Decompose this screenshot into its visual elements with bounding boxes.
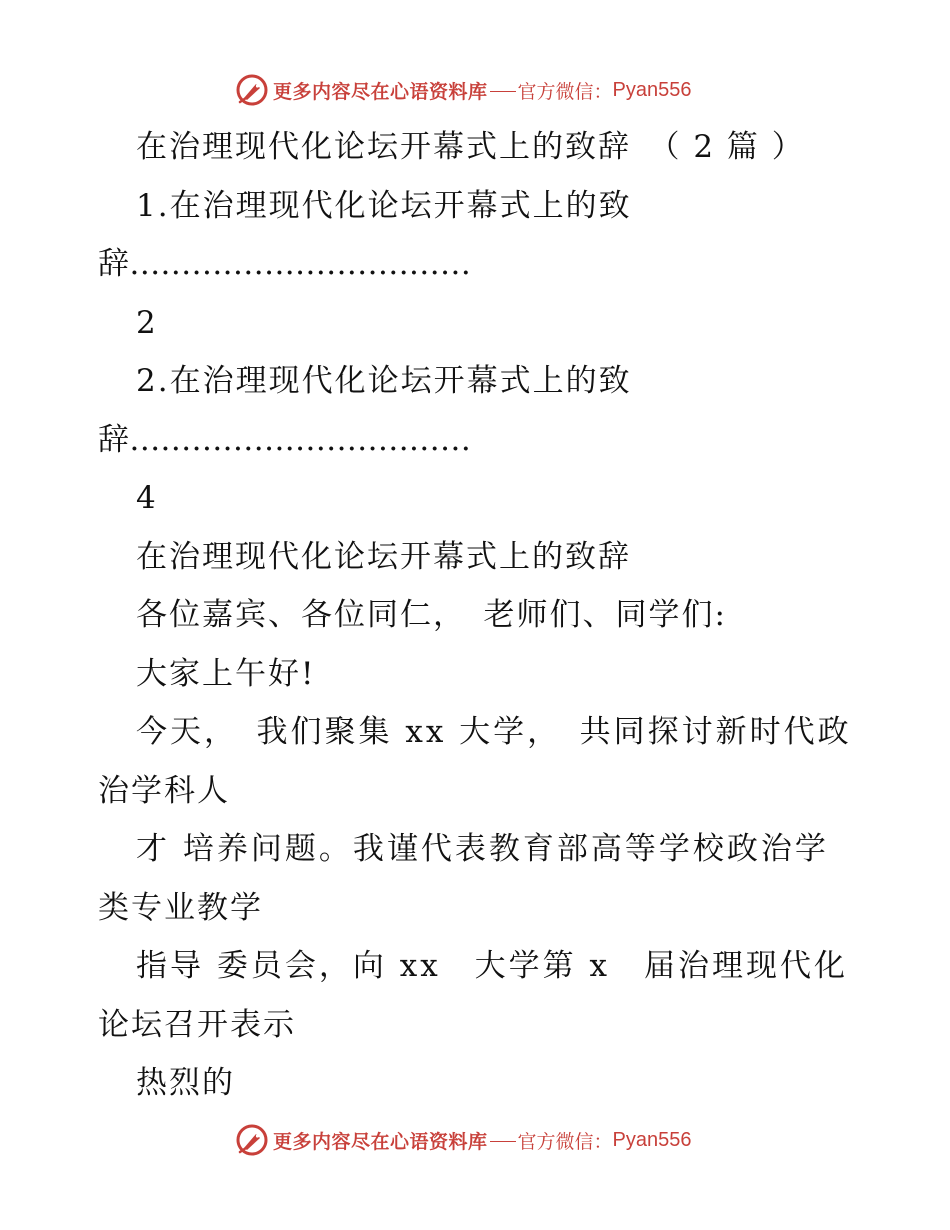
watermark-suffix-text: 官方微信：	[517, 80, 613, 103]
watermark-main-text: 更多内容尽在心语资料库	[273, 80, 488, 103]
document-title: 在治理现代化论坛开幕式上的致辞 （ 2 篇 ）	[136, 129, 805, 165]
watermark-main-text: 更多内容尽在心语资料库	[273, 1130, 488, 1153]
greeting-text: 大家上午好!	[136, 655, 316, 692]
watermark-dash	[490, 91, 516, 92]
footer-watermark	[235, 1122, 692, 1158]
watermark-suffix-text: 官方微信：	[517, 1130, 613, 1153]
toc-entry-2-head[interactable]: 2.在治理现代化论坛开幕式上的致	[136, 363, 632, 399]
document-body	[98, 118, 888, 1113]
paragraph-2-line-1: 才 培养问题。我谨代表教育部高等学校政治学	[136, 831, 829, 867]
watermark-wechat-id: Pyan556	[612, 78, 692, 101]
pen-nib-logo-icon	[235, 73, 269, 107]
toc-entry-2-page[interactable]: 4	[136, 480, 158, 516]
paragraph-3-line-1: 指导 委员会，向 xx 大学第 x 届治理现代化	[136, 948, 849, 984]
section-title: 在治理现代化论坛开幕式上的致辞	[136, 538, 631, 575]
toc-entry-1-page[interactable]: 2	[136, 304, 158, 341]
toc-entry-2-leader[interactable]: 辞.................................	[98, 421, 472, 458]
paragraph-1-line-2: 治学科人	[98, 772, 230, 809]
salutation-text: 各位嘉宾、各位同仁， 老师们、同学们:	[136, 597, 727, 633]
paragraph-2-line-2: 类专业教学	[98, 889, 263, 926]
watermark-dash	[490, 1141, 516, 1142]
paragraph-1-line-1: 今天， 我们聚集 xx 大学， 共同探讨新时代政	[136, 714, 852, 750]
watermark-wechat-id: Pyan556	[612, 1128, 692, 1151]
toc-entry-1-leader[interactable]: 辞.................................	[98, 246, 472, 282]
pen-nib-logo-icon	[235, 1123, 269, 1157]
paragraph-4-line-1: 热烈的	[136, 1065, 235, 1101]
header-watermark	[235, 72, 692, 108]
toc-entry-1-head[interactable]: 1.在治理现代化论坛开幕式上的致	[136, 187, 632, 224]
paragraph-3-line-2: 论坛召开表示	[98, 1006, 296, 1043]
